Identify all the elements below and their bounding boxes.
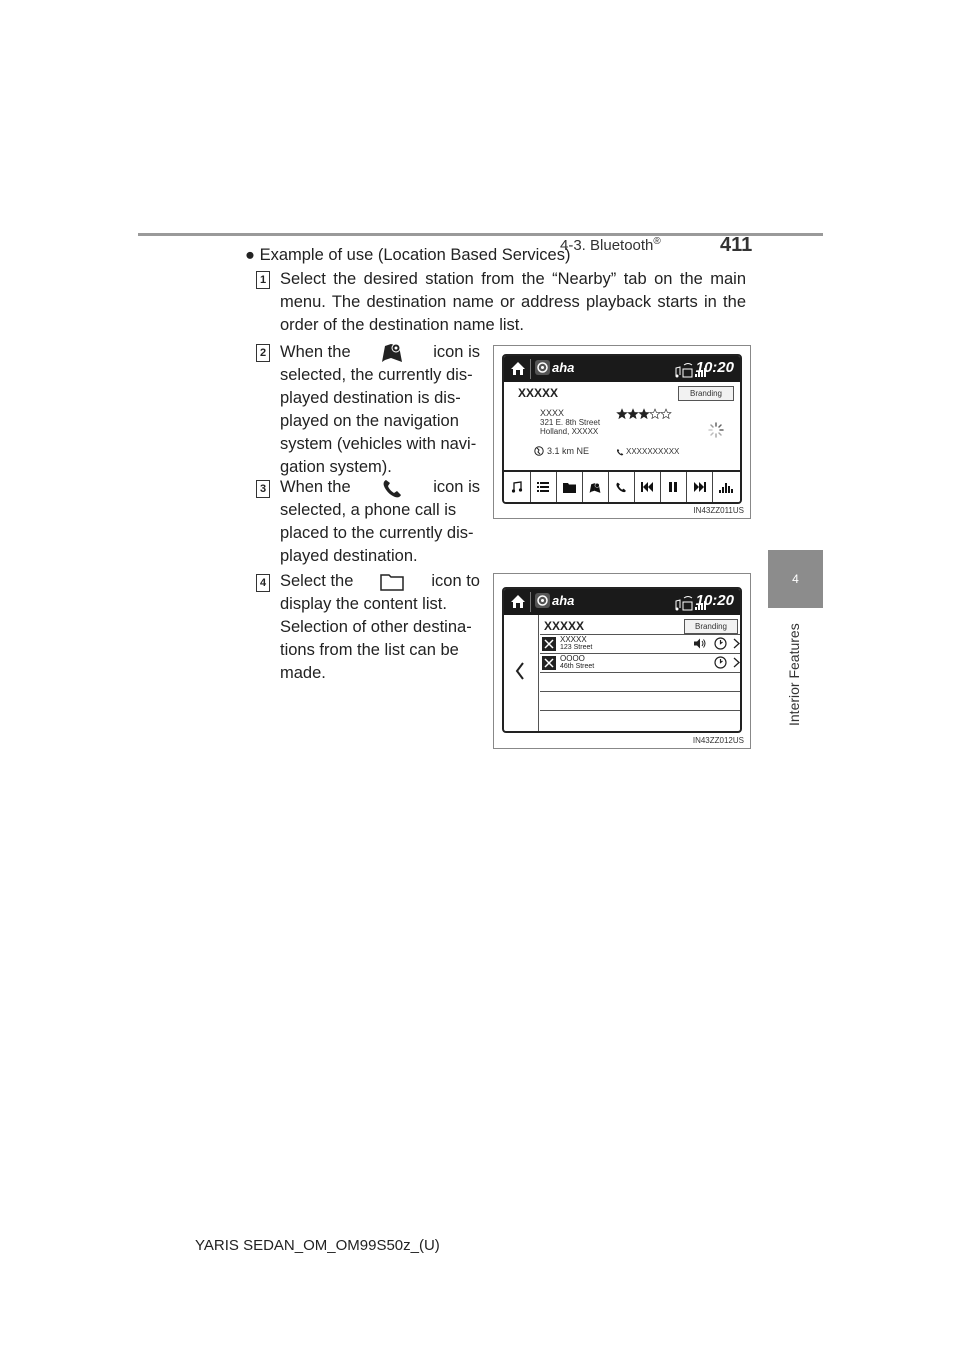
step-3-line-2: placed to the currently dis-	[280, 524, 474, 542]
step-2-post: icon is	[433, 342, 480, 361]
star-rating	[616, 408, 672, 420]
chapter-number: 4	[792, 572, 799, 586]
skip-back-button[interactable]	[634, 472, 661, 502]
branding-label: Branding	[678, 386, 734, 401]
step-4-text	[280, 570, 480, 685]
list-icon	[537, 482, 549, 492]
home-icon[interactable]	[510, 361, 526, 376]
step-2-line-2: played destination is dis-	[280, 389, 461, 407]
step-3-first-line	[280, 476, 480, 499]
clock: 10:20	[695, 592, 734, 609]
phone-number: XXXXXXXXXX	[626, 447, 680, 456]
destination-name: XXXX	[540, 408, 565, 418]
folder-button[interactable]	[556, 472, 583, 502]
step-3-line-3: played destination.	[280, 547, 418, 565]
phone-icon	[381, 477, 403, 499]
step-4-line-4: made.	[280, 664, 326, 682]
step-4-post: icon to	[431, 572, 480, 590]
step-3-line-1: selected, a phone call is	[280, 501, 457, 519]
speaker-icon	[694, 638, 706, 649]
footer-model-code: YARIS SEDAN_OM_OM99S50z_(U)	[195, 1237, 440, 1254]
bullet-symbol: ●	[245, 246, 255, 264]
step-3-pre: When the	[280, 478, 351, 496]
destination-thumbnail-icon	[542, 637, 556, 651]
figure-screen-2	[493, 573, 751, 749]
section-title	[560, 236, 661, 254]
step-number-1: 1	[256, 271, 270, 289]
skip-forward-button[interactable]	[686, 472, 713, 502]
navigation-flag-icon	[379, 340, 405, 364]
registered-mark: ®	[653, 236, 661, 247]
figure-2-caption: IN43ZZ012US	[692, 736, 744, 745]
destination-thumbnail-icon	[542, 656, 556, 670]
section-title-text: 4-3. Bluetooth	[560, 237, 654, 254]
navigation-flag-icon	[588, 481, 602, 494]
station-title: XXXXX	[518, 386, 559, 400]
step-2-first-line	[280, 340, 480, 364]
destination-address-1: 321 E. 8th Street	[540, 418, 601, 427]
step-number-2: 2	[256, 344, 270, 362]
empty-list-row	[540, 673, 740, 692]
step-4-line-1: display the content list.	[280, 595, 447, 613]
pause-icon	[669, 482, 677, 492]
globe-icon	[534, 446, 544, 456]
aha-app-icon	[535, 360, 550, 375]
step-3-text	[280, 476, 480, 568]
step-3-post: icon is	[433, 478, 480, 496]
chevron-right-icon	[733, 638, 740, 649]
step-number-4: 4	[256, 574, 270, 592]
app-name: aha	[552, 360, 575, 375]
control-bar	[504, 470, 740, 502]
bullet-text: Example of use (Location Based Services)	[259, 246, 571, 264]
skip-back-icon	[641, 482, 654, 492]
skip-forward-icon	[693, 482, 706, 492]
step-2-pre: When the	[280, 342, 351, 361]
phone-small-icon	[616, 448, 624, 456]
distance-info	[534, 446, 589, 456]
destination-info	[540, 408, 600, 436]
home-icon[interactable]	[510, 594, 526, 609]
aha-content-list-screen	[502, 587, 742, 733]
list-item-name: XXXXX	[560, 635, 587, 644]
phone-icon	[615, 481, 627, 493]
aha-now-playing-screen	[502, 354, 742, 504]
chapter-title-area	[768, 608, 823, 728]
chapter-tab	[768, 550, 823, 608]
app-name: aha	[552, 593, 575, 608]
step-4-pre: Select the	[280, 572, 354, 590]
step-2-line-5: gation system).	[280, 458, 392, 476]
step-4-line-2: Selection of other destina-	[280, 618, 472, 636]
list-item-address: 46th Street	[560, 663, 595, 670]
clock-icon	[714, 656, 727, 669]
empty-list-row	[540, 692, 740, 711]
list-button[interactable]	[530, 472, 557, 502]
distance-text: 3.1 km NE	[547, 446, 590, 456]
clock: 10:20	[695, 359, 734, 376]
step-4-first-line	[280, 570, 480, 593]
music-note-button[interactable]	[504, 472, 531, 502]
navigation-button[interactable]	[582, 472, 609, 502]
pause-button[interactable]	[660, 472, 687, 502]
step-2-line-3: played on the navigation	[280, 412, 459, 430]
chevron-left-icon	[515, 662, 525, 680]
empty-list-row	[540, 711, 740, 729]
chapter-title: Interior Features	[786, 623, 802, 726]
chevron-right-icon	[733, 657, 740, 668]
step-2-line-1: selected, the currently dis-	[280, 366, 473, 384]
music-note-icon	[511, 481, 523, 493]
branding-label: Branding	[684, 619, 738, 634]
status-divider	[530, 359, 531, 379]
phone-button[interactable]	[608, 472, 635, 502]
aha-app-icon	[535, 593, 550, 608]
folder-icon	[379, 572, 405, 592]
list-item[interactable]	[540, 654, 740, 673]
phone-info	[616, 447, 679, 456]
list-item-name: OOOO	[560, 654, 585, 663]
screen-2-status-bar	[504, 589, 740, 615]
step-1-text: Select the desired station from the “Nearby” tab on the main menu. The destination name or address playback starts in the order of the destination name list.	[280, 270, 746, 334]
step-2-text	[280, 340, 480, 479]
bullet-heading	[245, 244, 570, 267]
clock-icon	[714, 637, 727, 650]
screen-1-status-bar	[504, 356, 740, 382]
destination-address-2: Holland, XXXXX	[540, 427, 599, 436]
figure-screen-1	[493, 345, 751, 519]
station-title: XXXXX	[544, 619, 585, 633]
figure-1-caption: IN43ZZ011US	[693, 506, 744, 515]
list-item[interactable]	[540, 635, 740, 654]
step-number-3: 3	[256, 480, 270, 498]
back-button[interactable]	[504, 615, 539, 731]
equalizer-button[interactable]	[712, 472, 740, 502]
page-number: 411	[720, 234, 753, 256]
loading-spinner-icon	[708, 422, 724, 438]
step-2-line-4: system (vehicles with navi-	[280, 435, 477, 453]
list-item-address: 123 Street	[560, 644, 593, 651]
folder-icon	[563, 482, 576, 493]
step-4-line-3: tions from the list can be	[280, 641, 459, 659]
status-divider	[530, 592, 531, 612]
equalizer-icon	[719, 481, 733, 493]
